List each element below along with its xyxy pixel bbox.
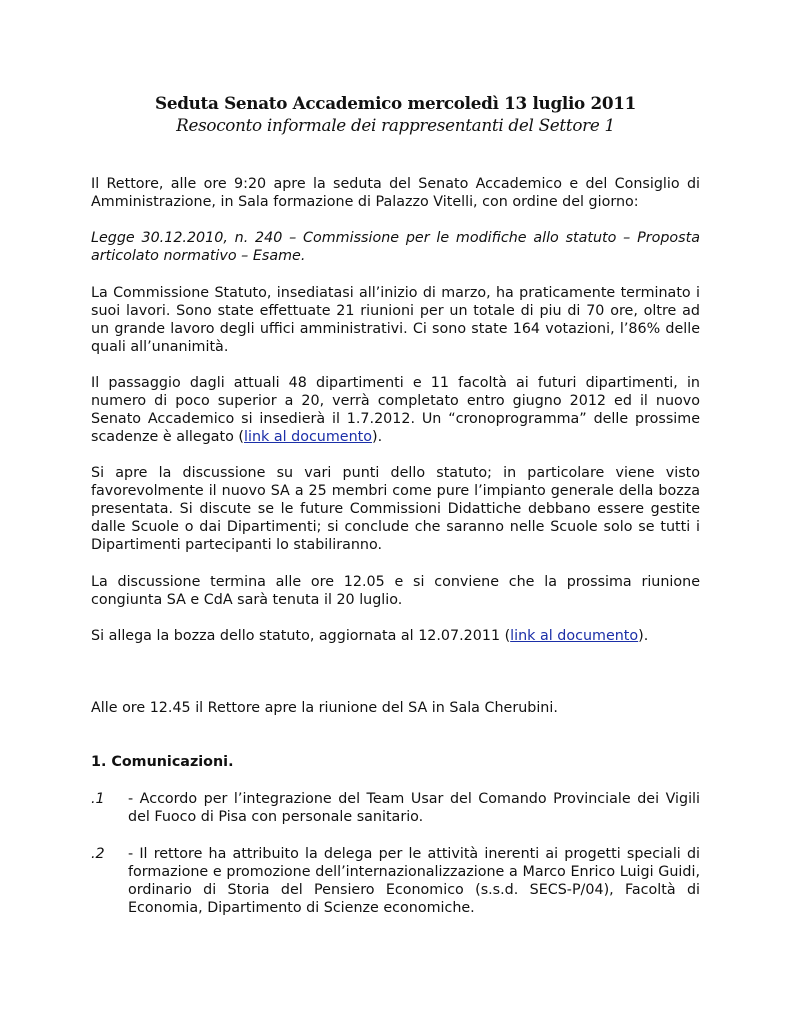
document-title: Seduta Senato Accademico mercoledì 13 luglio 2011 bbox=[155, 93, 636, 113]
paragraph-transition-close: ). bbox=[372, 429, 383, 445]
paragraph-commission: La Commissione Statuto, insediatasi all’inizio di marzo, ha praticamente terminato i suoi lavori. Sono state effettuate 21 riunioni per un totale di piu di 70 ore, oltre ad un grande lavoro degli uffici amministrativi. Ci sono state 164 votazioni, l’86% delle quali all’unanimità. bbox=[91, 285, 700, 355]
paragraph-discussion: Si apre la discussione su vari punti dello statuto; in particolare viene visto favorevolmente il nuovo SA a 25 membri come pure l’impianto generale della bozza presentata. Si discute se le future Commissioni Didattiche debbano essere gestite dalle Scuole o dai Dipartimenti; si conclude che saranno nelle Scuole solo se tutti i Dipartimenti partecipanti lo stabiliranno. bbox=[91, 465, 700, 553]
list-item-number: .1 bbox=[91, 791, 105, 807]
paragraph-opening: Il Rettore, alle ore 9:20 apre la seduta del Senato Accademico e del Consiglio di Amministrazione, in Sala formazione di Palazzo Vitelli, con ordine del giorno: bbox=[91, 176, 700, 210]
document-link-statuto[interactable]: link al documento bbox=[510, 628, 639, 644]
document-link-cronoprogramma[interactable]: link al documento bbox=[244, 429, 373, 445]
paragraph-transition-text: Il passaggio dagli attuali 48 dipartimenti e 11 facoltà ai futuri dipartimenti, in numero di poco superior a 20, verrà completato entro giugno 2012 ed il nuovo Senato Accademico si insedierà il 1.7.2012. Un “cronoprogramma” delle prossime scadenze è allegato ( bbox=[91, 375, 700, 445]
paragraph-transition bbox=[91, 374, 700, 446]
paragraph-attachment-close: ). bbox=[638, 628, 649, 644]
section-heading: 1. Comunicazioni. bbox=[91, 754, 234, 770]
paragraph-sa-meeting: Alle ore 12.45 il Rettore apre la riunione del SA in Sala Cherubini. bbox=[91, 700, 558, 716]
paragraph-agenda: Legge 30.12.2010, n. 240 – Commissione per le modifiche allo statuto – Proposta articolato normativo – Esame. bbox=[91, 230, 700, 264]
document-subtitle: Resoconto informale dei rappresentanti del Settore 1 bbox=[176, 115, 615, 135]
list-item-text: - Accordo per l’integrazione del Team Usar del Comando Provinciale dei Vigili del Fuoco di Pisa con personale sanitario. bbox=[128, 791, 700, 825]
list-item-number: .2 bbox=[91, 846, 105, 862]
paragraph-attachment bbox=[91, 627, 700, 645]
paragraph-end-discussion: La discussione termina alle ore 12.05 e si conviene che la prossima riunione congiunta SA e CdA sarà tenuta il 20 luglio. bbox=[91, 574, 700, 608]
list-item-text: - Il rettore ha attribuito la delega per le attività inerenti ai progetti speciali di formazione e promozione dell’internazionalizzazione a Marco Enrico Luigi Guidi, ordinario di Storia del Pensiero Economico (s.s.d. SECS-P/04), Facoltà di Economia, Dipartimento di Scienze economiche. bbox=[128, 846, 700, 916]
paragraph-attachment-text: Si allega la bozza dello statuto, aggiornata al 12.07.2011 ( bbox=[91, 628, 511, 644]
